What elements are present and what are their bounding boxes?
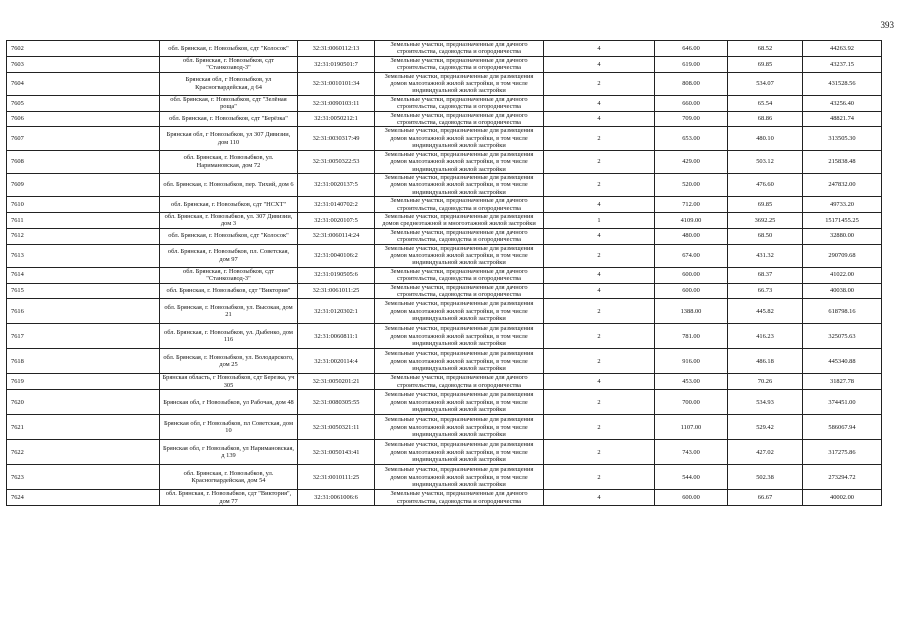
cadastral-number-cell: 32:31:0120302:1: [298, 299, 375, 324]
area-cell: 712.00: [655, 197, 728, 213]
row-number-cell: 7616: [7, 299, 160, 324]
land-use-cell: Земельные участки, предназначенные для дачного строительства, садоводства и огородничества: [375, 283, 544, 299]
cadastral-value-cell: 41022.00: [803, 267, 882, 283]
area-cell: 619.00: [655, 56, 728, 72]
cadastral-number-cell: 32:31:0020114:4: [298, 349, 375, 374]
area-cell: 660.00: [655, 95, 728, 111]
area-cell: 646.00: [655, 41, 728, 57]
category-cell: 4: [544, 95, 655, 111]
row-number-cell: 7617: [7, 324, 160, 349]
land-use-cell: Земельные участки, предназначенные для дачного строительства, садоводства и огородничества: [375, 374, 544, 390]
category-cell: 2: [544, 72, 655, 95]
table-row: [7, 127, 882, 150]
land-use-cell: Земельные участки, предназначенные для дачного строительства, садоводства и огородничества: [375, 490, 544, 506]
specific-value-cell: 69.85: [728, 197, 803, 213]
land-use-cell: Земельные участки, предназначенные для дачного строительства, садоводства и огородничества: [375, 267, 544, 283]
cadastral-number-cell: 32:31:0080305:55: [298, 390, 375, 415]
table-row: [7, 415, 882, 440]
table-row: [7, 324, 882, 349]
row-number-cell: 7615: [7, 283, 160, 299]
category-cell: 4: [544, 374, 655, 390]
cadastral-value-cell: 325075.63: [803, 324, 882, 349]
land-use-cell: Земельные участки, предназначенные для размещения домов малоэтажной жилой застройки, в том числе индивидуальной жилой застройки: [375, 299, 544, 324]
area-cell: 743.00: [655, 440, 728, 465]
cadastral-number-cell: 32:31:0010111:25: [298, 465, 375, 490]
specific-value-cell: 480.10: [728, 127, 803, 150]
cadastral-number-cell: 32:31:0050321:11: [298, 415, 375, 440]
area-cell: 653.00: [655, 127, 728, 150]
land-use-cell: Земельные участки, предназначенные для размещения домов малоэтажной жилой застройки, в том числе индивидуальной жилой застройки: [375, 173, 544, 196]
cadastral-value-cell: 49733.20: [803, 197, 882, 213]
address-cell: обл. Брянская, г. Новозыбков, сдт "Виктория": [160, 283, 298, 299]
address-cell: обл. Брянская, г. Новозыбков, сдт "НСХТ": [160, 197, 298, 213]
row-number-cell: 7618: [7, 349, 160, 374]
specific-value-cell: 68.37: [728, 267, 803, 283]
row-number-cell: 7612: [7, 228, 160, 244]
table-row: [7, 390, 882, 415]
address-cell: Брянская область, г Новозыбков, сдт Березка, уч 305: [160, 374, 298, 390]
address-cell: обл. Брянская, г. Новозыбков, ул. Красногвардейская, дом 54: [160, 465, 298, 490]
cadastral-number-cell: 32:31:0050143:41: [298, 440, 375, 465]
area-cell: 600.00: [655, 283, 728, 299]
cadastral-value-cell: 586067.94: [803, 415, 882, 440]
specific-value-cell: 427.02: [728, 440, 803, 465]
row-number-cell: 7624: [7, 490, 160, 506]
area-cell: 600.00: [655, 490, 728, 506]
row-number-cell: 7619: [7, 374, 160, 390]
table-row: [7, 173, 882, 196]
address-cell: обл. Брянская, г. Новозыбков, сдт "Зелёная роща": [160, 95, 298, 111]
cadastral-value-cell: 215838.48: [803, 150, 882, 173]
table-row: [7, 349, 882, 374]
address-cell: обл. Брянская, г. Новозыбков, ул. Дыбенко, дом 116: [160, 324, 298, 349]
land-use-cell: Земельные участки, предназначенные для размещения домов малоэтажной жилой застройки, в том числе индивидуальной жилой застройки: [375, 150, 544, 173]
cadastral-value-cell: 317275.86: [803, 440, 882, 465]
table-row: [7, 440, 882, 465]
specific-value-cell: 65.54: [728, 95, 803, 111]
address-cell: обл. Брянская, г. Новозыбков, сдт "Станкозавод-3": [160, 267, 298, 283]
land-use-cell: Земельные участки, предназначенные для дачного строительства, садоводства и огородничества: [375, 56, 544, 72]
table-row: [7, 72, 882, 95]
address-cell: обл. Брянская, г. Новозыбков, пер. Тихий, дом 6: [160, 173, 298, 196]
address-cell: обл. Брянская, г. Новозыбков, сдт "Станкозавод-3": [160, 56, 298, 72]
category-cell: 2: [544, 173, 655, 196]
table-row: [7, 228, 882, 244]
cadastral-number-cell: 32:31:0030317:49: [298, 127, 375, 150]
table-row: [7, 267, 882, 283]
row-number-cell: 7608: [7, 150, 160, 173]
area-cell: 674.00: [655, 244, 728, 267]
specific-value-cell: 68.86: [728, 111, 803, 127]
cadastral-number-cell: 32:31:0060112:13: [298, 41, 375, 57]
table-row: [7, 490, 882, 506]
row-number-cell: 7613: [7, 244, 160, 267]
cadastral-value-cell: 31827.78: [803, 374, 882, 390]
cadastral-value-cell: 273294.72: [803, 465, 882, 490]
address-cell: обл. Брянская, г. Новозыбков, сдт "Берёзка": [160, 111, 298, 127]
table-row: [7, 244, 882, 267]
category-cell: 4: [544, 228, 655, 244]
land-use-cell: Земельные участки, предназначенные для размещения домов малоэтажной жилой застройки, в том числе индивидуальной жилой застройки: [375, 390, 544, 415]
area-cell: 429.00: [655, 150, 728, 173]
cadastral-value-cell: 15171455.25: [803, 212, 882, 228]
address-cell: обл. Брянская, г. Новозыбков, сдт "Колосок": [160, 41, 298, 57]
area-cell: 1388.00: [655, 299, 728, 324]
address-cell: обл. Брянская, г. Новозыбков, пл. Советская, дом 97: [160, 244, 298, 267]
area-cell: 1107.00: [655, 415, 728, 440]
land-use-cell: Земельные участки, предназначенные для дачного строительства, садоводства и огородничества: [375, 41, 544, 57]
table-row: [7, 212, 882, 228]
area-cell: 709.00: [655, 111, 728, 127]
land-use-cell: Земельные участки, предназначенные для дачного строительства, садоводства и огородничества: [375, 228, 544, 244]
address-cell: обл. Брянская, г. Новозыбков, ул. 307 Дивизии, дом 3: [160, 212, 298, 228]
cadastral-value-cell: 247832.00: [803, 173, 882, 196]
specific-value-cell: 69.85: [728, 56, 803, 72]
row-number-cell: 7606: [7, 111, 160, 127]
cadastral-number-cell: 32:31:0060114:24: [298, 228, 375, 244]
cadastral-value-cell: 32880.00: [803, 228, 882, 244]
address-cell: Брянская обл, г Новозыбков, пл Советская, дом 10: [160, 415, 298, 440]
cadastral-value-cell: 44263.92: [803, 41, 882, 57]
cadastral-number-cell: 32:31:0010101:34: [298, 72, 375, 95]
category-cell: 2: [544, 465, 655, 490]
cadastral-value-cell: 40038.00: [803, 283, 882, 299]
table-row: [7, 111, 882, 127]
specific-value-cell: 3692.25: [728, 212, 803, 228]
row-number-cell: 7605: [7, 95, 160, 111]
row-number-cell: 7604: [7, 72, 160, 95]
category-cell: 2: [544, 127, 655, 150]
land-use-cell: Земельные участки, предназначенные для размещения домов малоэтажной жилой застройки, в том числе индивидуальной жилой застройки: [375, 324, 544, 349]
land-use-cell: Земельные участки, предназначенные для размещения домов малоэтажной жилой застройки, в том числе индивидуальной жилой застройки: [375, 72, 544, 95]
land-use-cell: Земельные участки, предназначенные для размещения домов малоэтажной жилой застройки, в том числе индивидуальной жилой застройки: [375, 415, 544, 440]
land-use-cell: Земельные участки, предназначенные для размещения домов малоэтажной жилой застройки, в том числе индивидуальной жилой застройки: [375, 465, 544, 490]
category-cell: 4: [544, 56, 655, 72]
specific-value-cell: 529.42: [728, 415, 803, 440]
land-use-cell: Земельные участки, предназначенные для размещения домов малоэтажной жилой застройки, в том числе индивидуальной жилой застройки: [375, 349, 544, 374]
category-cell: 4: [544, 267, 655, 283]
land-use-cell: Земельные участки, предназначенные для размещения домов малоэтажной жилой застройки, в том числе индивидуальной жилой застройки: [375, 127, 544, 150]
land-use-cell: Земельные участки, предназначенные для дачного строительства, садоводства и огородничества: [375, 111, 544, 127]
area-cell: 808.00: [655, 72, 728, 95]
table-row: [7, 56, 882, 72]
cadastral-value-table: [6, 40, 882, 506]
cadastral-value-cell: 43237.15: [803, 56, 882, 72]
cadastral-number-cell: 32:31:0040106:2: [298, 244, 375, 267]
specific-value-cell: 502.38: [728, 465, 803, 490]
cadastral-number-cell: 32:31:0060811:1: [298, 324, 375, 349]
category-cell: 2: [544, 324, 655, 349]
cadastral-number-cell: 32:31:0050322:53: [298, 150, 375, 173]
cadastral-value-cell: 374451.00: [803, 390, 882, 415]
specific-value-cell: 416.23: [728, 324, 803, 349]
cadastral-value-cell: 313505.30: [803, 127, 882, 150]
specific-value-cell: 486.18: [728, 349, 803, 374]
land-use-cell: Земельные участки, предназначенные для дачного строительства, садоводства и огородничества: [375, 95, 544, 111]
table-row: [7, 197, 882, 213]
cadastral-number-cell: 32:31:0140702:2: [298, 197, 375, 213]
specific-value-cell: 476.60: [728, 173, 803, 196]
address-cell: Брянская обл, г Новозыбков, ул Наримановская, д 139: [160, 440, 298, 465]
land-use-cell: Земельные участки, предназначенные для размещения домов малоэтажной жилой застройки, в том числе индивидуальной жилой застройки: [375, 244, 544, 267]
specific-value-cell: 445.82: [728, 299, 803, 324]
row-number-cell: 7610: [7, 197, 160, 213]
category-cell: 2: [544, 244, 655, 267]
cadastral-value-cell: 445340.88: [803, 349, 882, 374]
cadastral-value-cell: 40002.00: [803, 490, 882, 506]
table-row: [7, 95, 882, 111]
specific-value-cell: 431.32: [728, 244, 803, 267]
cadastral-value-cell: 48821.74: [803, 111, 882, 127]
area-cell: 544.00: [655, 465, 728, 490]
category-cell: 2: [544, 390, 655, 415]
address-cell: обл. Брянская, г. Новозыбков, сдт "Виктория", дом 77: [160, 490, 298, 506]
area-cell: 700.00: [655, 390, 728, 415]
table-row: [7, 374, 882, 390]
row-number-cell: 7602: [7, 41, 160, 57]
table-row: [7, 299, 882, 324]
row-number-cell: 7607: [7, 127, 160, 150]
address-cell: Брянская обл, г Новозыбков, ул Красногвардейская, д 64: [160, 72, 298, 95]
row-number-cell: 7603: [7, 56, 160, 72]
specific-value-cell: 66.73: [728, 283, 803, 299]
category-cell: 2: [544, 440, 655, 465]
cadastral-number-cell: 32:31:0050201:21: [298, 374, 375, 390]
area-cell: 453.00: [655, 374, 728, 390]
category-cell: 1: [544, 212, 655, 228]
cadastral-number-cell: 32:31:0190501:7: [298, 56, 375, 72]
specific-value-cell: 534.93: [728, 390, 803, 415]
area-cell: 781.00: [655, 324, 728, 349]
cadastral-value-cell: 43256.40: [803, 95, 882, 111]
specific-value-cell: 503.12: [728, 150, 803, 173]
address-cell: Брянская обл, г Новозыбков, ул 307 Дивизии, дом 110: [160, 127, 298, 150]
specific-value-cell: 66.67: [728, 490, 803, 506]
cadastral-number-cell: 32:31:0020137:5: [298, 173, 375, 196]
cadastral-number-cell: 32:31:0090103:11: [298, 95, 375, 111]
page-number: 393: [880, 20, 894, 30]
cadastral-value-cell: 618798.16: [803, 299, 882, 324]
row-number-cell: 7611: [7, 212, 160, 228]
category-cell: 2: [544, 349, 655, 374]
specific-value-cell: 70.26: [728, 374, 803, 390]
address-cell: Брянская обл, г Новозыбков, ул Рабочая, дом 48: [160, 390, 298, 415]
row-number-cell: 7620: [7, 390, 160, 415]
area-cell: 916.00: [655, 349, 728, 374]
specific-value-cell: 68.50: [728, 228, 803, 244]
table-row: [7, 465, 882, 490]
category-cell: 4: [544, 490, 655, 506]
land-use-cell: Земельные участки, предназначенные для размещения домов среднеэтажной и многоэтажной жилой застройки: [375, 212, 544, 228]
cadastral-value-cell: 290709.68: [803, 244, 882, 267]
address-cell: обл. Брянская, г. Новозыбков, ул. Володарского, дом 25: [160, 349, 298, 374]
address-cell: обл. Брянская, г. Новозыбков, ул. Наримановская, дом 72: [160, 150, 298, 173]
row-number-cell: 7614: [7, 267, 160, 283]
address-cell: обл. Брянская, г. Новозыбков, ул. Высокая, дом 21: [160, 299, 298, 324]
category-cell: 4: [544, 41, 655, 57]
land-use-cell: Земельные участки, предназначенные для дачного строительства, садоводства и огородничества: [375, 197, 544, 213]
area-cell: 480.00: [655, 228, 728, 244]
area-cell: 4109.00: [655, 212, 728, 228]
row-number-cell: 7622: [7, 440, 160, 465]
table-row: [7, 283, 882, 299]
cadastral-number-cell: 32:31:0061006:6: [298, 490, 375, 506]
category-cell: 4: [544, 283, 655, 299]
category-cell: 2: [544, 415, 655, 440]
specific-value-cell: 534.07: [728, 72, 803, 95]
row-number-cell: 7621: [7, 415, 160, 440]
category-cell: 4: [544, 197, 655, 213]
cadastral-number-cell: 32:31:0020107:5: [298, 212, 375, 228]
row-number-cell: 7609: [7, 173, 160, 196]
specific-value-cell: 68.52: [728, 41, 803, 57]
category-cell: 2: [544, 150, 655, 173]
table-body: [7, 41, 882, 506]
cadastral-number-cell: 32:31:0050212:1: [298, 111, 375, 127]
area-cell: 520.00: [655, 173, 728, 196]
category-cell: 4: [544, 111, 655, 127]
table-row: [7, 150, 882, 173]
row-number-cell: 7623: [7, 465, 160, 490]
land-use-cell: Земельные участки, предназначенные для размещения домов малоэтажной жилой застройки, в том числе индивидуальной жилой застройки: [375, 440, 544, 465]
category-cell: 2: [544, 299, 655, 324]
table-row: [7, 41, 882, 57]
area-cell: 600.00: [655, 267, 728, 283]
cadastral-value-cell: 431528.56: [803, 72, 882, 95]
cadastral-number-cell: 32:31:0190505:6: [298, 267, 375, 283]
cadastral-number-cell: 32:31:0061011:25: [298, 283, 375, 299]
address-cell: обл. Брянская, г. Новозыбков, сдт "Колосок": [160, 228, 298, 244]
